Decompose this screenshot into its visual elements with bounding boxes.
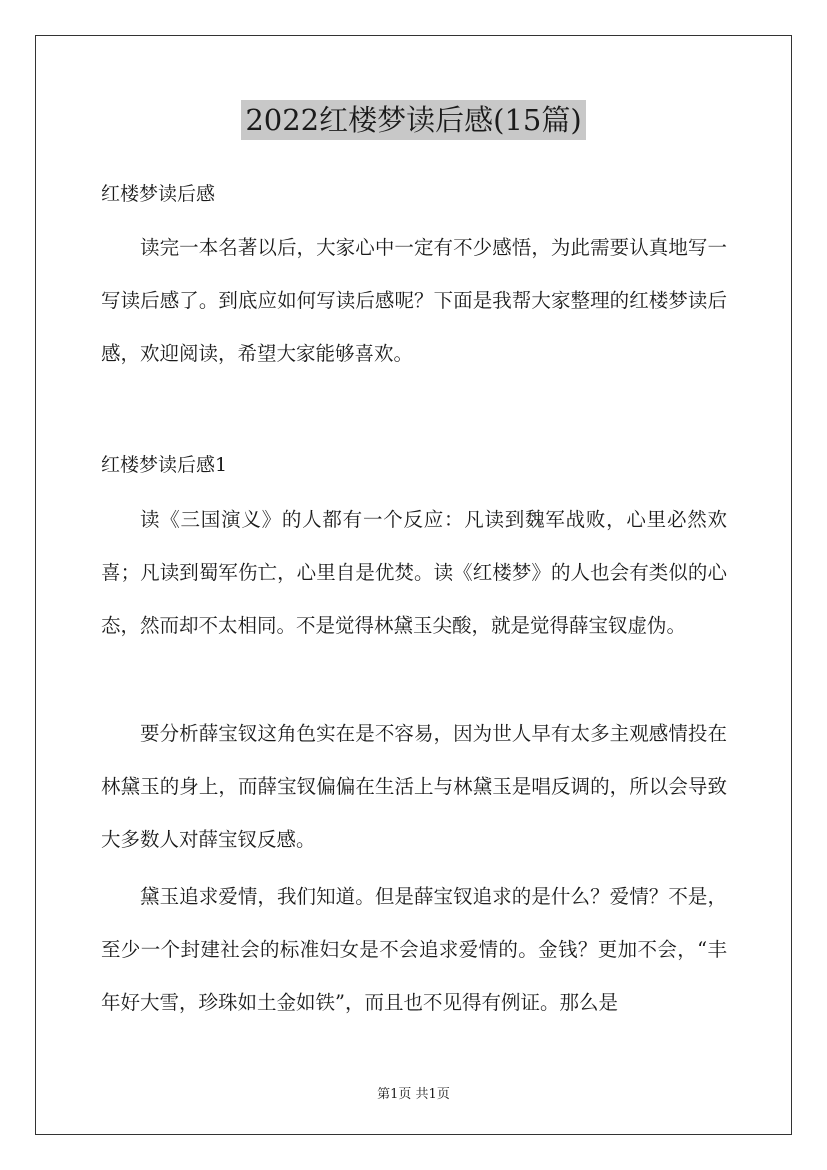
section1-paragraph-3: 黛玉追求爱情，我们知道。但是薛宝钗追求的是什么？爱情？不是，至少一个封建社会的标准妇女是不会追求爱情的。金钱？更加不会，“丰年好大雪，珍珠如土金如铁”，而且也不见得有例证。那么是 <box>101 885 727 1014</box>
page-footer: 第1页 共1页 <box>377 1087 450 1102</box>
section1-paragraph-1: 读《三国演义》的人都有一个反应：凡读到魏军战败，心里必然欢喜；凡读到蜀军伤亡，心里自是优焚。读《红楼梦》的人也会有类似的心态，然而却不太相同。不是觉得林黛玉尖酸，就是觉得薛宝钗虚伪。 <box>101 508 727 637</box>
intro-paragraph: 读完一本名著以后，大家心中一定有不少感悟，为此需要认真地写一写读后感了。到底应如何写读后感呢？下面是我帮大家整理的红楼梦读后感，欢迎阅读，希望大家能够喜欢。 <box>101 236 727 365</box>
intro-heading: 红楼梦读后感 <box>101 183 216 205</box>
title-container <box>0 100 827 140</box>
section1-heading: 红楼梦读后感1 <box>101 454 228 476</box>
section1-paragraph-2: 要分析薛宝钗这角色实在是不容易，因为世人早有太多主观感情投在林黛玉的身上，而薛宝钗偏偏在生活上与林黛玉是唱反调的，所以会导致大多数人对薛宝钗反感。 <box>101 722 727 851</box>
document-title: 2022红楼梦读后感(15篇) <box>241 100 585 140</box>
